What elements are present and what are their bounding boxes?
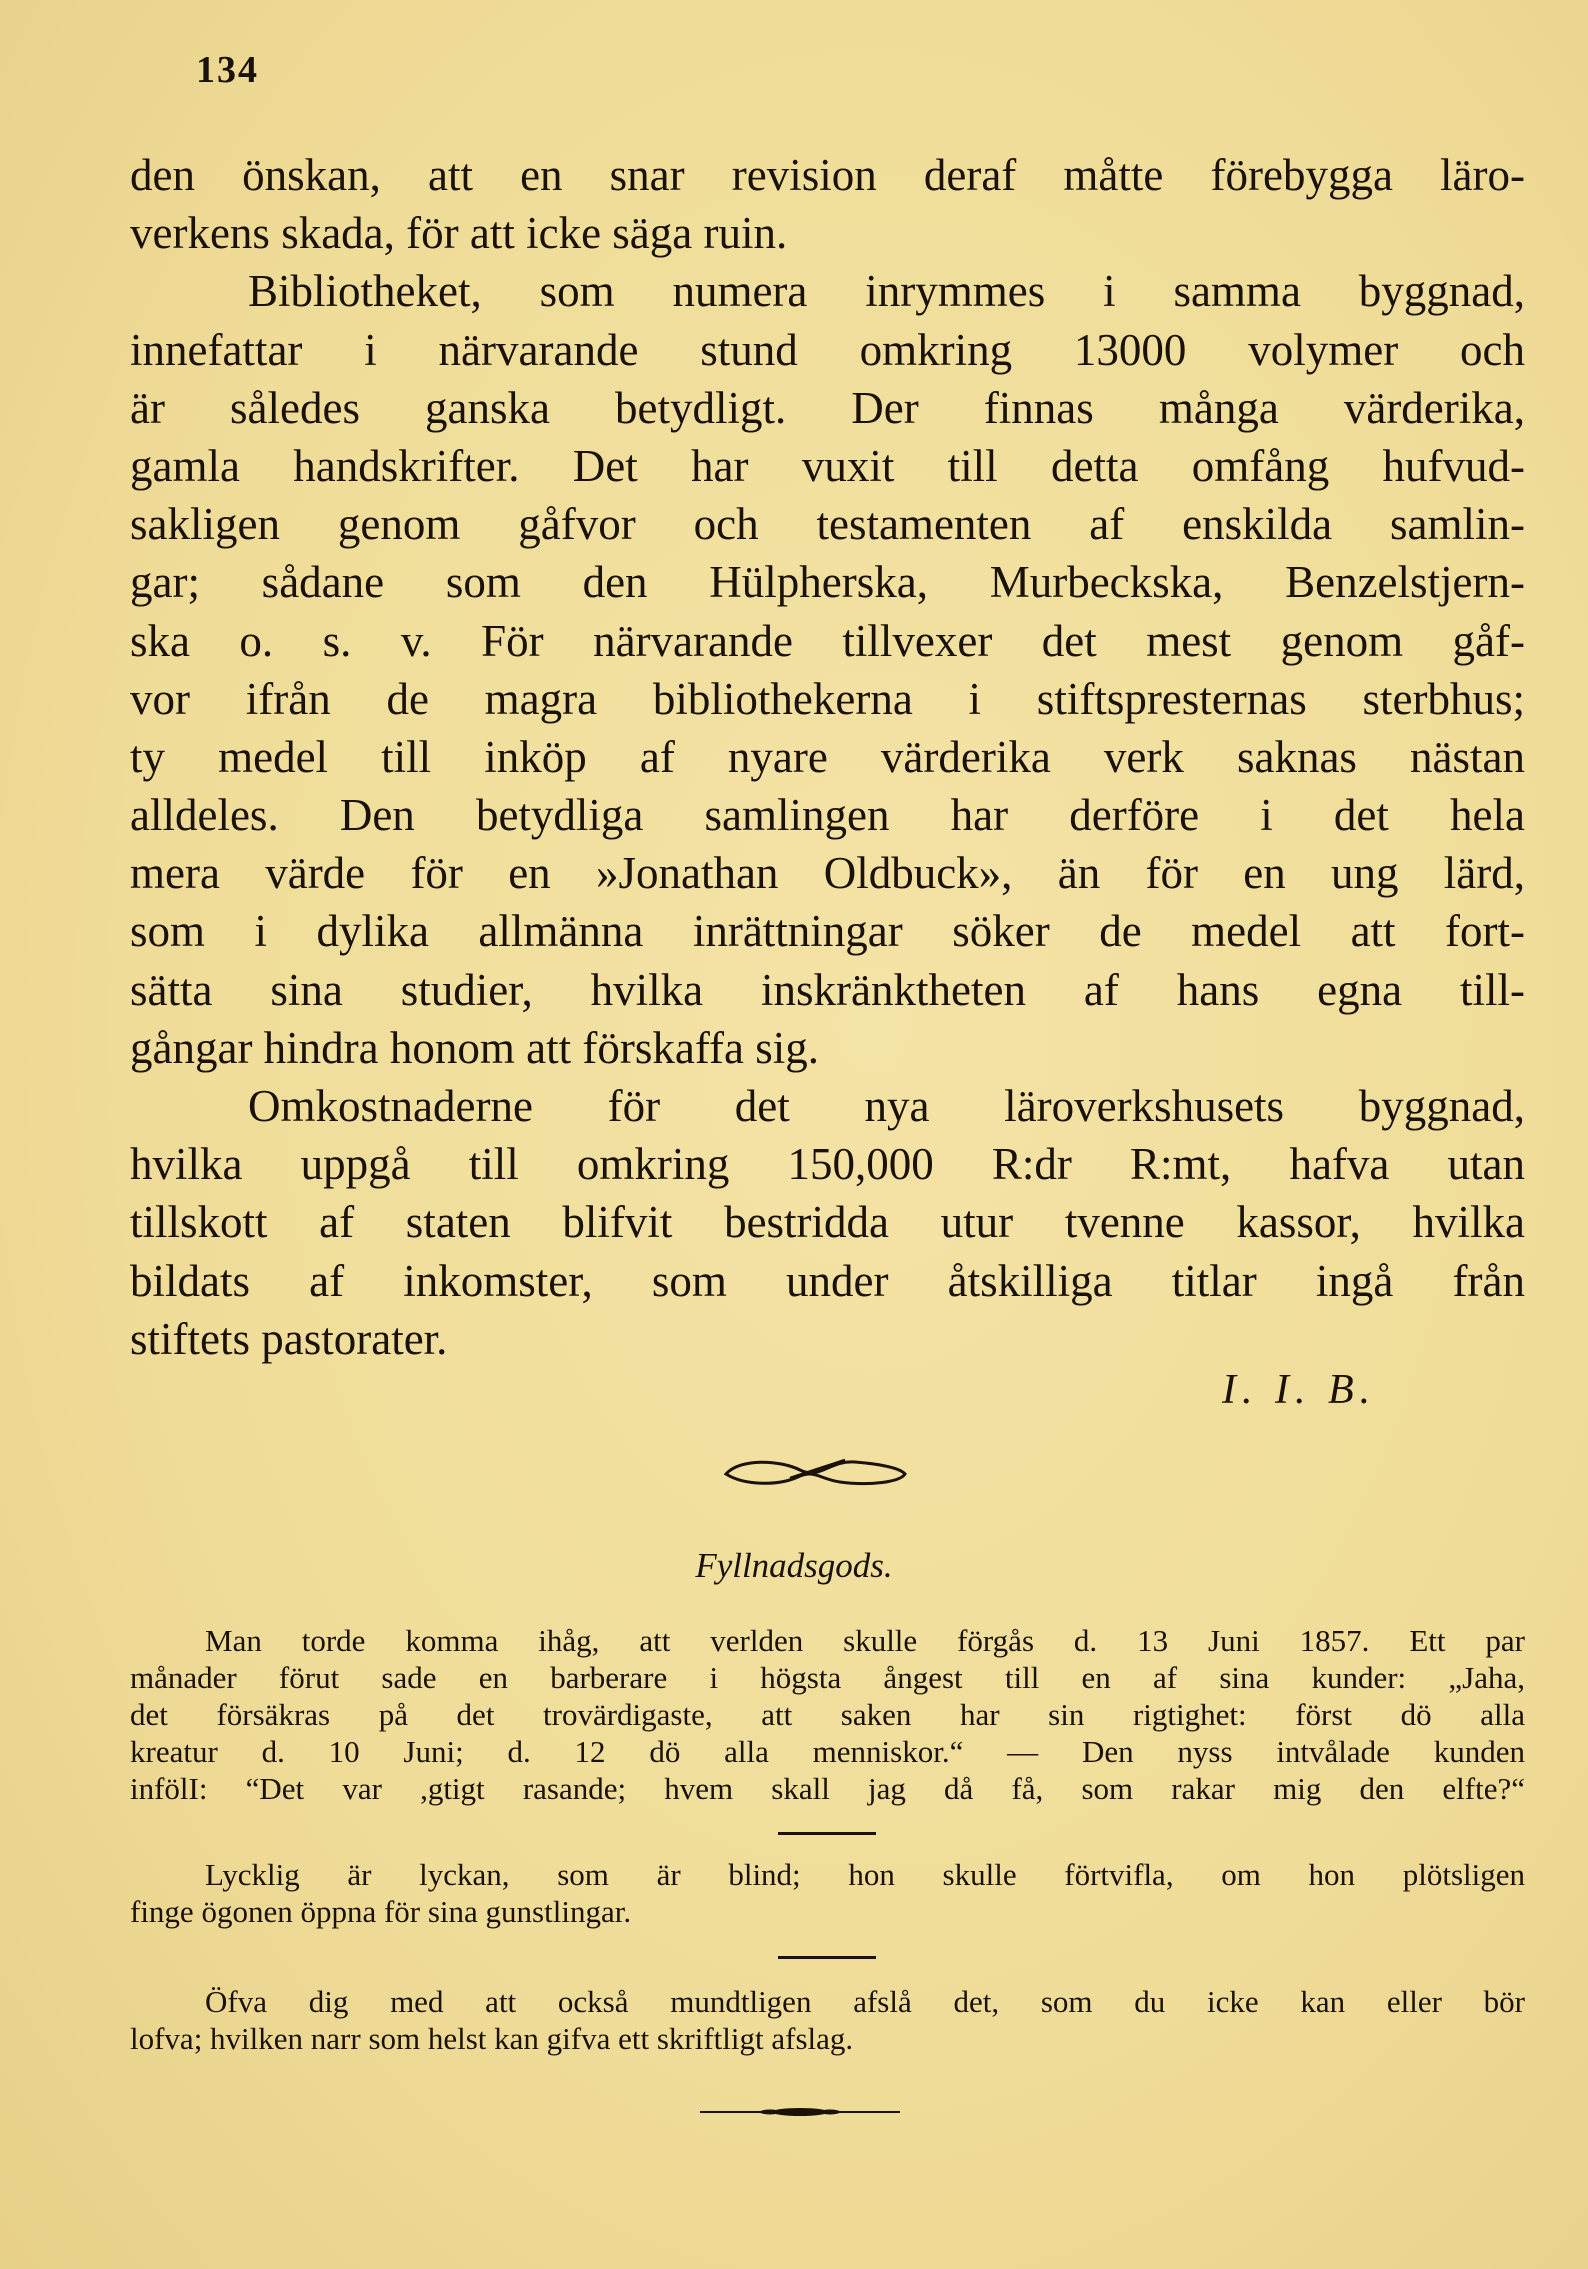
anecdote-line: Man torde komma ihåg, att verlden skulle förgås d. 13 Juni 1857. Ett par (205, 1623, 1525, 1658)
article-line: ty medel till inköp af nyare värderika verk saknas nästan (130, 731, 1525, 782)
maxim-block (130, 1983, 1525, 2057)
article-line: vor ifrån de magra bibliothekerna i stiftspresternas sterbhus; (130, 673, 1525, 724)
anecdote-line: månader förut sade en barberare i högsta ångest till en af sina kunder: „Jaha, (130, 1660, 1525, 1695)
anecdote-line: det försäkras på det trovärdigaste, att saken har sin rigtighet: först dö alla (130, 1697, 1525, 1732)
article-line: Bibliotheket, som numera inrymmes i samma byggnad, (248, 266, 1525, 317)
article-line: stiftets pastorater. (130, 1313, 448, 1364)
article-line: gar; sådane som den Hülpherska, Murbeckska, Benzelstjern- (130, 557, 1525, 608)
article-line: verkens skada, för att icke säga ruin. (130, 208, 788, 259)
article-line: ska o. s. v. För närvarande tillvexer det mest genom gåf- (130, 615, 1525, 666)
page-number: 134 (196, 49, 259, 91)
article-line: bildats af inkomster, som under åtskilliga titlar ingå från (130, 1255, 1525, 1306)
article-body (130, 146, 1525, 1368)
article-line: Omkostnaderne för det nya läroverkshusets byggnad, (248, 1081, 1525, 1131)
flourish-ornament-icon (720, 1448, 910, 1494)
author-signature: I. I. B. (1222, 1367, 1377, 1413)
anecdote-line: infölI: “Det var ,gtigt rasande; hvem skall jag då få, som rakar mig den elfte?“ (130, 1771, 1525, 1806)
separator-rule (778, 1832, 876, 1835)
article-line: sätta sina studier, hvilka inskränktheten af hans egna till- (130, 964, 1525, 1015)
article-line: som i dylika allmänna inrättningar söker de medel att fort- (130, 906, 1525, 957)
article-line: alldeles. Den betydliga samlingen har derföre i det hela (130, 790, 1525, 841)
article-line: gångar hindra honom att förskaffa sig. (130, 1022, 819, 1073)
article-line: innefattar i närvarande stund omkring 13000 volymer och (130, 324, 1525, 375)
maxim-line: Öfva dig med att också mundtligen afslå det, som du icke kan eller bör (205, 1984, 1525, 2019)
anecdote-block (130, 1622, 1525, 1807)
maxim-line: Lycklig är lyckan, som är blind; hon skulle förtvifla, om hon plötsligen (205, 1857, 1525, 1892)
article-line: mera värde för en »Jonathan Oldbuck», än för en ung lärd, (130, 848, 1525, 899)
article-line: den önskan, att en snar revision deraf måtte förebygga läro- (130, 150, 1525, 200)
maxim-line: finge ögonen öppna för sina gunstlingar. (130, 1894, 632, 1929)
article-line: är således ganska betydligt. Der finnas många värderika, (130, 382, 1525, 433)
article-line: gamla handskrifter. Det har vuxit till detta omfång hufvud- (130, 440, 1525, 491)
article-line: hvilka uppgå till omkring 150,000 R:dr R:mt, hafva utan (130, 1139, 1525, 1190)
article-line: tillskott af staten blifvit bestridda utur tvenne kassor, hvilka (130, 1197, 1525, 1248)
section-title: Fyllnadsgods. (695, 1546, 893, 1585)
article-line: sakligen genom gåfvor och testamenten af enskilda samlin- (130, 499, 1525, 550)
separator-rule (778, 1956, 876, 1959)
maxim-line: lofva; hvilken narr som helst kan gifva ett skriftligt afslag. (130, 2021, 854, 2056)
maxim-block (130, 1856, 1525, 1930)
anecdote-line: kreatur d. 10 Juni; d. 12 dö alla menniskor.“ — Den nyss intvålade kunden (130, 1734, 1525, 1769)
end-rule-ornament-icon (700, 2106, 900, 2118)
